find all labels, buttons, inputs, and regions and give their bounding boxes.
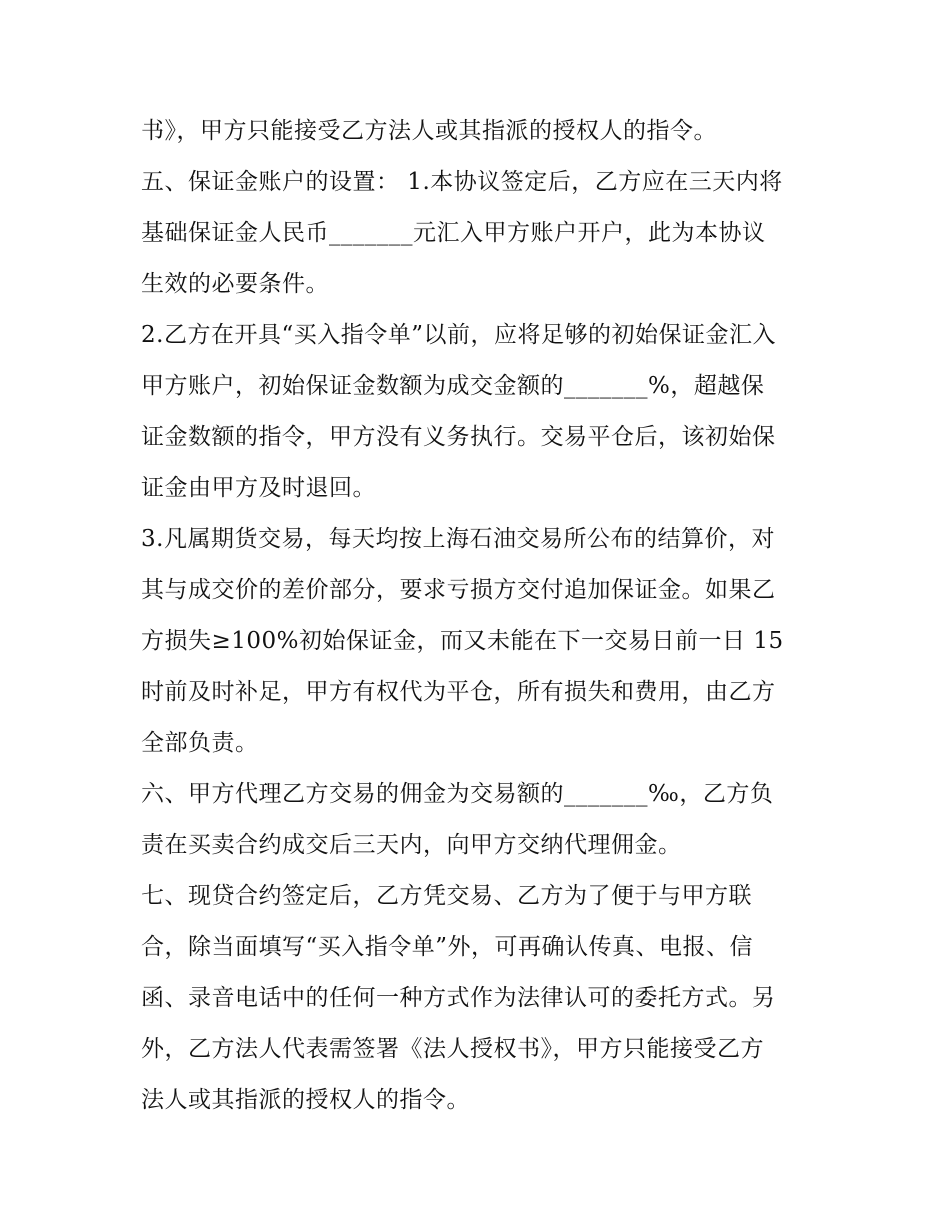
text-line: 证金由甲方及时退回。 [141,475,376,501]
text-line: 其与成交价的差价部分，要求亏损方交付追加保证金。如果乙 [141,577,776,603]
text-line: 全部负责。 [141,730,259,756]
document-body [141,106,831,1126]
text-line: 生效的必要条件。 [141,271,329,297]
text-line: 合，除当面填写“买入指令单”外，可再确认传真、电报、信 [141,934,754,960]
text-line: 证金数额的指令，甲方没有义务执行。交易平仓后，该初始保 [141,424,776,450]
text-line: 方损失≥100%初始保证金，而又未能在下一交易日前一日 15 [141,628,784,654]
text-line: 七、现贷合约签定后，乙方凭交易、乙方为了便于与甲方联 [141,883,752,909]
text-line: 时前及时补足，甲方有权代为平仓，所有损失和费用，由乙方 [141,679,776,705]
text-line: 外，乙方法人代表需签署《法人授权书》，甲方只能接受乙方 [141,1036,764,1062]
text-line: 书》，甲方只能接受乙方法人或其指派的授权人的指令。 [141,118,717,144]
text-line: 六、甲方代理乙方交易的佣金为交易额的_______‰，乙方负 [141,781,774,807]
text-line: 3.凡属期货交易，每天均按上海石油交易所公布的结算价，对 [141,526,775,552]
text-line: 五、保证金账户的设置： 1.本协议签定后，乙方应在三天内将 [141,169,783,195]
text-line: 责在买卖合约成交后三天内，向甲方交纳代理佣金。 [141,832,682,858]
text-line: 2.乙方在开具“买入指令单”以前，应将足够的初始保证金汇入 [141,322,776,348]
text-line: 法人或其指派的授权人的指令。 [141,1087,470,1113]
text-line: 甲方账户，初始保证金数额为成交金额的_______%，超越保 [141,373,765,399]
text-line: 函、录音电话中的任何一种方式作为法律认可的委托方式。另 [141,985,776,1011]
text-line: 基础保证金人民币_______元汇入甲方账户开户，此为本协议 [141,220,766,246]
